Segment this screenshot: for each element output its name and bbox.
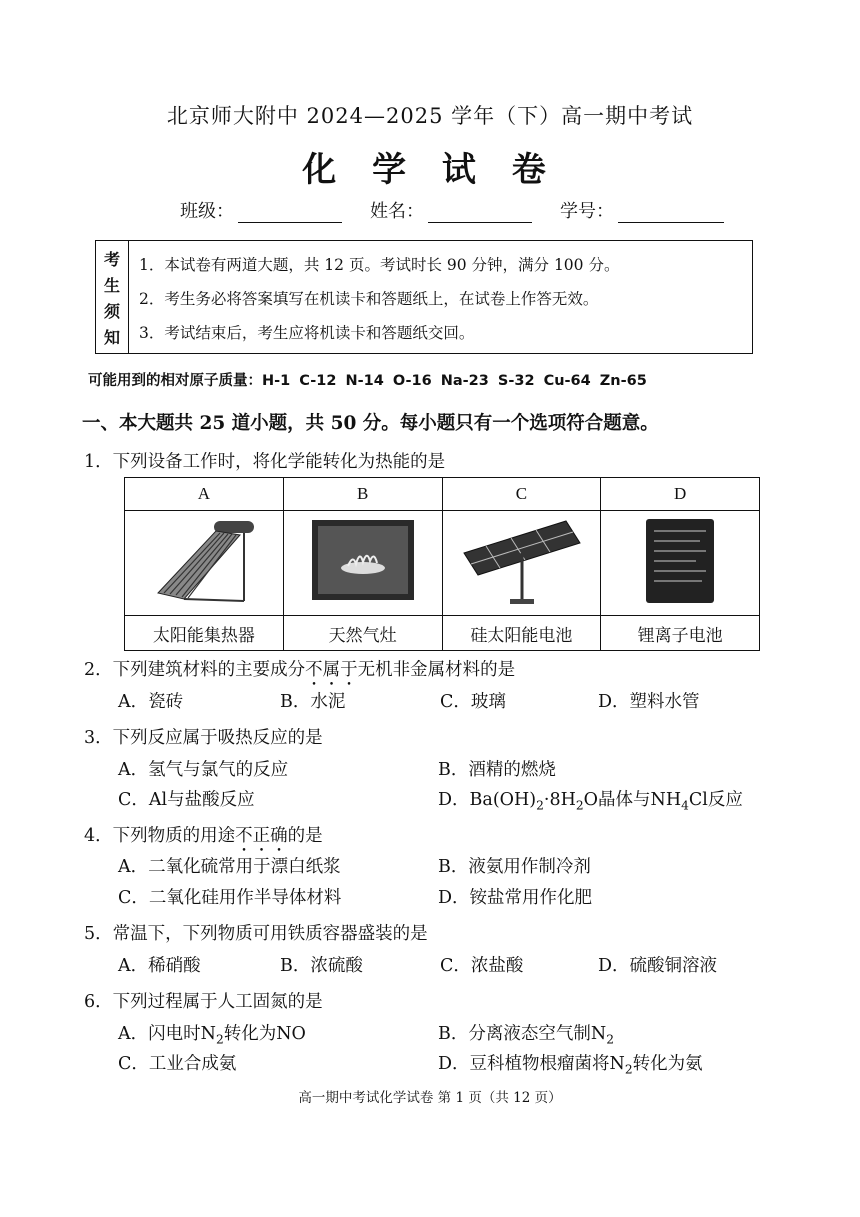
question-2-options: [118, 688, 758, 713]
option-b: B．浓硫酸: [280, 956, 363, 976]
question-3-options-row1: [118, 756, 758, 781]
stem-text: 的是: [287, 826, 323, 846]
emphasis-text: 不属于: [305, 660, 358, 680]
option-b: B．水泥: [280, 692, 346, 712]
stem-text: 2．下列建筑材料的主要成分: [84, 660, 306, 680]
notice-char: 考: [103, 249, 120, 269]
notice-item: 1．本试卷有两道大题，共 12 页。考试时长 90 分钟，满分 100 分。: [139, 256, 620, 274]
option-c: C．工业合成氨: [118, 1054, 237, 1074]
student-id-label: 学号：: [560, 201, 614, 222]
notice-char: 生: [103, 275, 120, 295]
class-blank: [238, 204, 342, 223]
option-b: B．分离液态空气制$N_2$: [438, 1024, 614, 1047]
section-heading: 一、本大题共 25 道小题，共 50 分。每小题只有一个选项符合题意。: [82, 413, 659, 434]
option-a: A．稀硝酸: [118, 956, 201, 976]
question-2-stem: [84, 656, 515, 690]
notice-items: [129, 241, 752, 353]
question-1-stem: 1．下列设备工作时，将化学能转化为热能的是: [84, 452, 446, 472]
question-5-stem: 5．常温下，下列物质可用铁质容器盛装的是: [84, 924, 428, 944]
option-c: C．二氧化硅用作半导体材料: [118, 888, 342, 908]
notice-char: 知: [103, 327, 120, 347]
solar-water-heater-icon: [125, 511, 284, 616]
notice-side-label: [96, 241, 129, 353]
col-letter: A: [125, 478, 284, 511]
notice-char: 须: [103, 301, 120, 321]
option-d: D．$Ba(OH)_2\cdot 8H_2O$晶体与$NH_4Cl$反应: [438, 790, 743, 813]
stem-text: 无机非金属材料的是: [357, 660, 516, 680]
question-1-table: [124, 477, 760, 651]
question-4-options-row2: [118, 884, 758, 909]
option-c: C．浓盐酸: [440, 956, 524, 976]
question-4-options-row1: [118, 853, 758, 878]
option-d: D．豆科植物根瘤菌将$N_2$转化为氨: [438, 1054, 703, 1077]
question-6-options-row1: [118, 1020, 758, 1047]
option-d: D．铵盐常用作化肥: [438, 888, 593, 908]
question-6-options-row2: [118, 1050, 758, 1077]
name-blank: [428, 204, 532, 223]
col-letter: B: [283, 478, 442, 511]
option-c: C．玻璃: [440, 692, 506, 712]
col-letter: D: [601, 478, 760, 511]
class-field: [180, 197, 370, 223]
option-a: A．闪电时$N_2$转化为NO: [118, 1024, 306, 1047]
question-5-options: [118, 952, 758, 977]
class-label: 班级：: [180, 201, 234, 222]
option-d: D．硫酸铜溶液: [598, 956, 718, 976]
option-b: B．液氨用作制冷剂: [438, 857, 591, 877]
col-label: 太阳能集热器: [125, 616, 284, 651]
name-label: 姓名：: [370, 201, 424, 222]
notice-item: 2．考生务必将答案填写在机读卡和答题纸上，在试卷上作答无效。: [139, 290, 599, 308]
option-d: D．塑料水管: [598, 692, 700, 712]
question-6-stem: 6．下列过程属于人工固氮的是: [84, 992, 323, 1012]
emphasis-text: 不正确: [235, 826, 288, 846]
stem-text: 4．下列物质的用途: [84, 826, 236, 846]
notice-item: 3．考试结束后，考生应将机读卡和答题纸交回。: [139, 324, 475, 342]
col-label: 锂离子电池: [601, 616, 760, 651]
student-id-blank: [618, 204, 724, 223]
col-letter: C: [442, 478, 601, 511]
lithium-battery-icon: [601, 511, 760, 616]
student-id-field: [560, 197, 740, 223]
school-line: 北京师大附中 2024—2025 学年（下）高一期中考试: [166, 104, 694, 128]
question-3-stem: 3．下列反应属于吸热反应的是: [84, 728, 323, 748]
option-a: A．二氧化硫常用于漂白纸浆: [118, 857, 341, 877]
exam-notice-box: [95, 240, 753, 354]
col-label: 硅太阳能电池: [442, 616, 601, 651]
option-a: A．瓷砖: [118, 692, 184, 712]
student-info-fields: [180, 197, 740, 223]
option-c: C．Al与盐酸反应: [118, 790, 255, 810]
col-label: 天然气灶: [283, 616, 442, 651]
question-4-stem: [84, 822, 323, 856]
solar-panel-icon: [442, 511, 601, 616]
option-b: B．酒精的燃烧: [438, 760, 556, 780]
page-footer: 高一期中考试化学试卷 第 1 页（共 12 页）: [298, 1090, 562, 1106]
name-field: [370, 197, 560, 223]
atomic-masses: 可能用到的相对原子质量：H-1 C-12 N-14 O-16 Na-23 S-32 Cu-64 Zn-65: [88, 373, 647, 389]
option-a: A．氢气与氯气的反应: [118, 760, 289, 780]
page-title: 化 学 试 卷: [302, 150, 558, 190]
question-3-options-row2: [118, 786, 758, 813]
gas-stove-icon: [283, 511, 442, 616]
